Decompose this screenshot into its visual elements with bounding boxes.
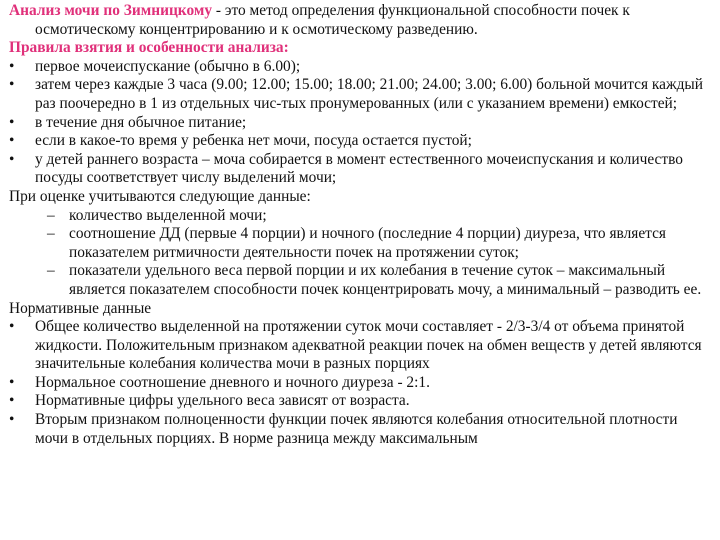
list-item: • Общее количество выделенной на протяжении суток мочи составляет - 2/3-3/4 от объема принятой жидкости. Положительным признаком адекватной реакции почек на обмен веществ у детей являются значительные колебания количества мочи в разных порциях xyxy=(9,318,712,374)
intro-paragraph xyxy=(9,2,712,39)
list-item: – соотношение ДД (первые 4 порции) и ночного (последние 4 порции) диуреза, что является показателем ритмичности деятельности почек на протяжении суток; xyxy=(47,225,712,262)
title-definition: - это метод определения функциональной способности почек к осмотическому концентрированию и к осмотическому разведению. xyxy=(35,2,630,38)
evaluation-heading: При оценке учитываются следующие данные: xyxy=(9,187,311,205)
norm-list xyxy=(9,318,712,448)
list-item: • затем через каждые 3 часа (9.00; 12.00; 15.00; 18.00; 21.00; 24.00; 3.00; 6.00) больной мочится каждый раз поочередно в 1 из отдельных чис-тых пронумерованных (или с указанием времени) емкостей; xyxy=(9,76,712,113)
list-item: – показатели удельного веса первой порции и их колебания в течение суток – максимальный является показателем способности почек концентрировать мочу, а минимальный – разводить ее. xyxy=(47,262,712,299)
list-item: – количество выделенной мочи; xyxy=(47,207,712,226)
list-item: • если в какое-то время у ребенка нет мочи, посуда остается пустой; xyxy=(9,132,712,151)
rules-heading: Правила взятия и особенности анализа: xyxy=(9,39,289,57)
list-item: • Нормальное соотношение дневного и ночного диуреза - 2:1. xyxy=(9,374,712,393)
document-title: Анализ мочи по Зимницкому xyxy=(9,2,213,19)
list-item: • первое мочеиспускание (обычно в 6.00); xyxy=(9,58,712,77)
evaluation-list xyxy=(9,207,712,300)
norm-heading: Нормативные данные xyxy=(9,299,152,317)
list-item: • в течение дня обычное питание; xyxy=(9,114,712,133)
list-item: • Вторым признаком полноценности функции почек являются колебания относительной плотности мочи в отдельных порциях. В норме разница между максимальным xyxy=(9,411,712,448)
rules-list xyxy=(9,58,712,188)
list-item: • Нормативные цифры удельного веса зависят от возраста. xyxy=(9,392,712,411)
list-item: • у детей раннего возраста – моча собирается в момент естественного мочеиспускания и количество посуды соответствует числу выделений мочи; xyxy=(9,151,712,188)
